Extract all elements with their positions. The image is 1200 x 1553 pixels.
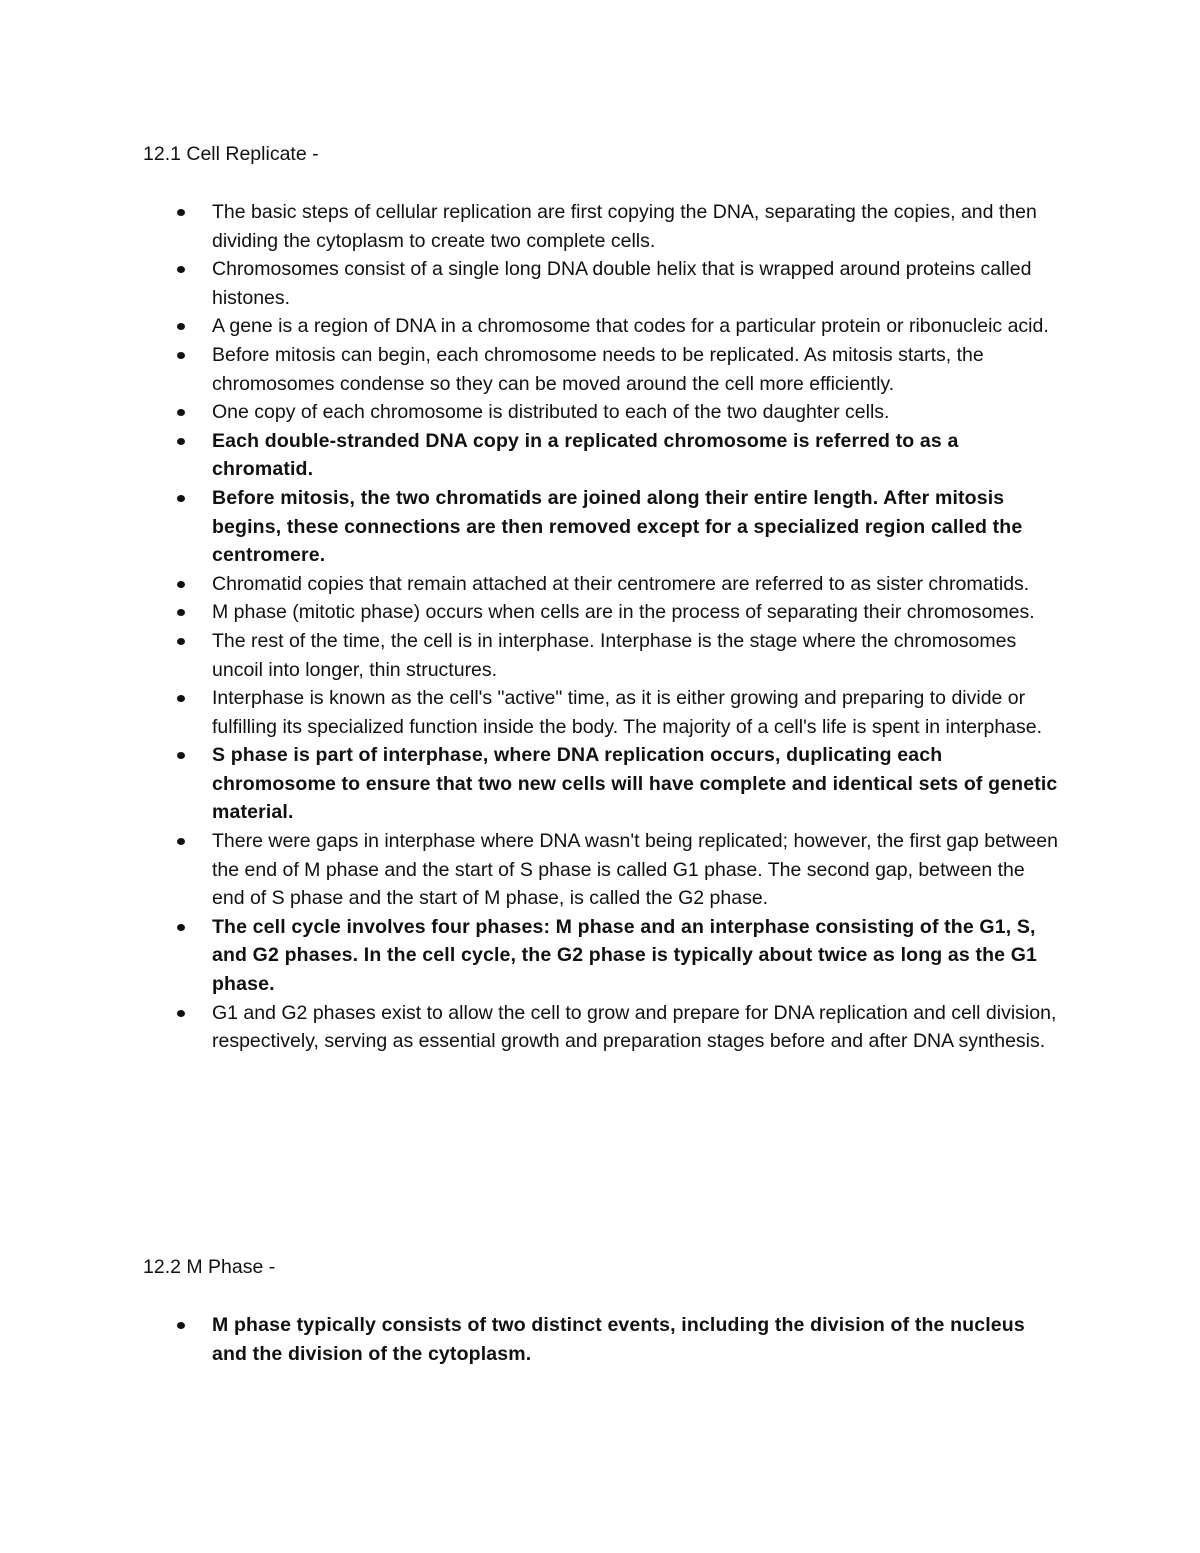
- list-item-text: S phase is part of interphase, where DNA replication occurs, duplicating each chromosome to ensure that two new cells will have complete and identical sets of genetic material.: [212, 744, 1058, 824]
- list-item-text: Before mitosis can begin, each chromosome needs to be replicated. As mitosis starts, the chromosomes condense so they can be moved around the cell more efficiently.: [212, 343, 984, 395]
- bullet-icon: [177, 695, 185, 702]
- list-item-text: Before mitosis, the two chromatids are joined along their entire length. After mitosis begins, these connections are then removed except for a specialized region called the centromere.: [212, 486, 1023, 567]
- bullet-icon: [177, 609, 185, 616]
- list-item: [0, 570, 1062, 599]
- list-item-text: Each double-stranded DNA copy in a replicated chromosome is referred to as a chromatid.: [212, 429, 959, 481]
- section-heading: 12.2 M Phase -: [143, 1256, 276, 1278]
- list-item: [0, 627, 1062, 684]
- bullet-icon: [177, 409, 185, 416]
- bullet-icon: [177, 323, 185, 330]
- bullet-icon: [177, 1322, 185, 1329]
- list-item: [0, 398, 1062, 427]
- list-item: [0, 741, 1062, 827]
- list-item-text: The basic steps of cellular replication are first copying the DNA, separating the copies, and then dividing the cytoplasm to create two complete cells.: [212, 201, 1037, 252]
- list-item-text: A gene is a region of DNA in a chromosome that codes for a particular protein or ribonucleic acid.: [212, 315, 1049, 338]
- list-item-text: The cell cycle involves four phases: M phase and an interphase consisting of the G1, S, and G2 phases. In the cell cycle, the G2 phase is typically about twice as long as the G1 phase.: [212, 915, 1038, 996]
- list-item: [0, 484, 1062, 570]
- list-item-text: M phase (mitotic phase) occurs when cells are in the process of separating their chromosomes.: [212, 601, 1035, 624]
- list-item: [0, 827, 1062, 913]
- list-item: [0, 427, 1062, 484]
- list-item: [0, 1311, 1062, 1368]
- section-heading: 12.1 Cell Replicate -: [143, 143, 319, 165]
- bullet-list: [0, 198, 1200, 1056]
- bullet-icon: [177, 209, 185, 216]
- list-item-text: Chromatid copies that remain attached at their centromere are referred to as sister chromatids.: [212, 572, 1030, 595]
- list-item: [0, 255, 1062, 312]
- list-item-text: M phase typically consists of two distinct events, including the division of the nucleus and the division of the cytoplasm.: [212, 1314, 1025, 1365]
- list-item: [0, 312, 1062, 341]
- list-item-text: There were gaps in interphase where DNA wasn't being replicated; however, the first gap between the end of M phase and the start of S phase is called G1 phase. The second gap, between the end of S phase and the start of M phase, is called the G2 phase.: [212, 830, 1058, 910]
- bullet-list: [0, 1311, 1200, 1368]
- list-item: [0, 684, 1062, 741]
- list-item: [0, 341, 1062, 398]
- bullet-icon: [177, 495, 185, 502]
- list-item: [0, 913, 1062, 999]
- list-item-text: G1 and G2 phases exist to allow the cell to grow and prepare for DNA replication and cell division, respectively, serving as essential growth and preparation stages before and after DNA synthesis.: [212, 1001, 1057, 1053]
- list-item-text: The rest of the time, the cell is in interphase. Interphase is the stage where the chromosomes uncoil into longer, thin structures.: [212, 629, 1017, 681]
- bullet-icon: [177, 838, 185, 845]
- list-item-text: One copy of each chromosome is distributed to each of the two daughter cells.: [212, 401, 890, 424]
- list-item: [0, 999, 1062, 1056]
- bullet-icon: [177, 1010, 185, 1017]
- bullet-icon: [177, 924, 185, 931]
- bullet-icon: [177, 581, 185, 588]
- list-item-text: Chromosomes consist of a single long DNA double helix that is wrapped around proteins called histones.: [212, 258, 1032, 309]
- list-item: [0, 198, 1062, 255]
- bullet-icon: [177, 752, 185, 759]
- bullet-icon: [177, 266, 185, 273]
- list-item: [0, 598, 1062, 627]
- bullet-icon: [177, 438, 185, 445]
- list-item-text: Interphase is known as the cell's "active" time, as it is either growing and preparing to divide or fulfilling its specialized function inside the body. The majority of a cell's life is spent in interphase.: [212, 687, 1043, 738]
- bullet-icon: [177, 638, 185, 645]
- bullet-icon: [177, 352, 185, 359]
